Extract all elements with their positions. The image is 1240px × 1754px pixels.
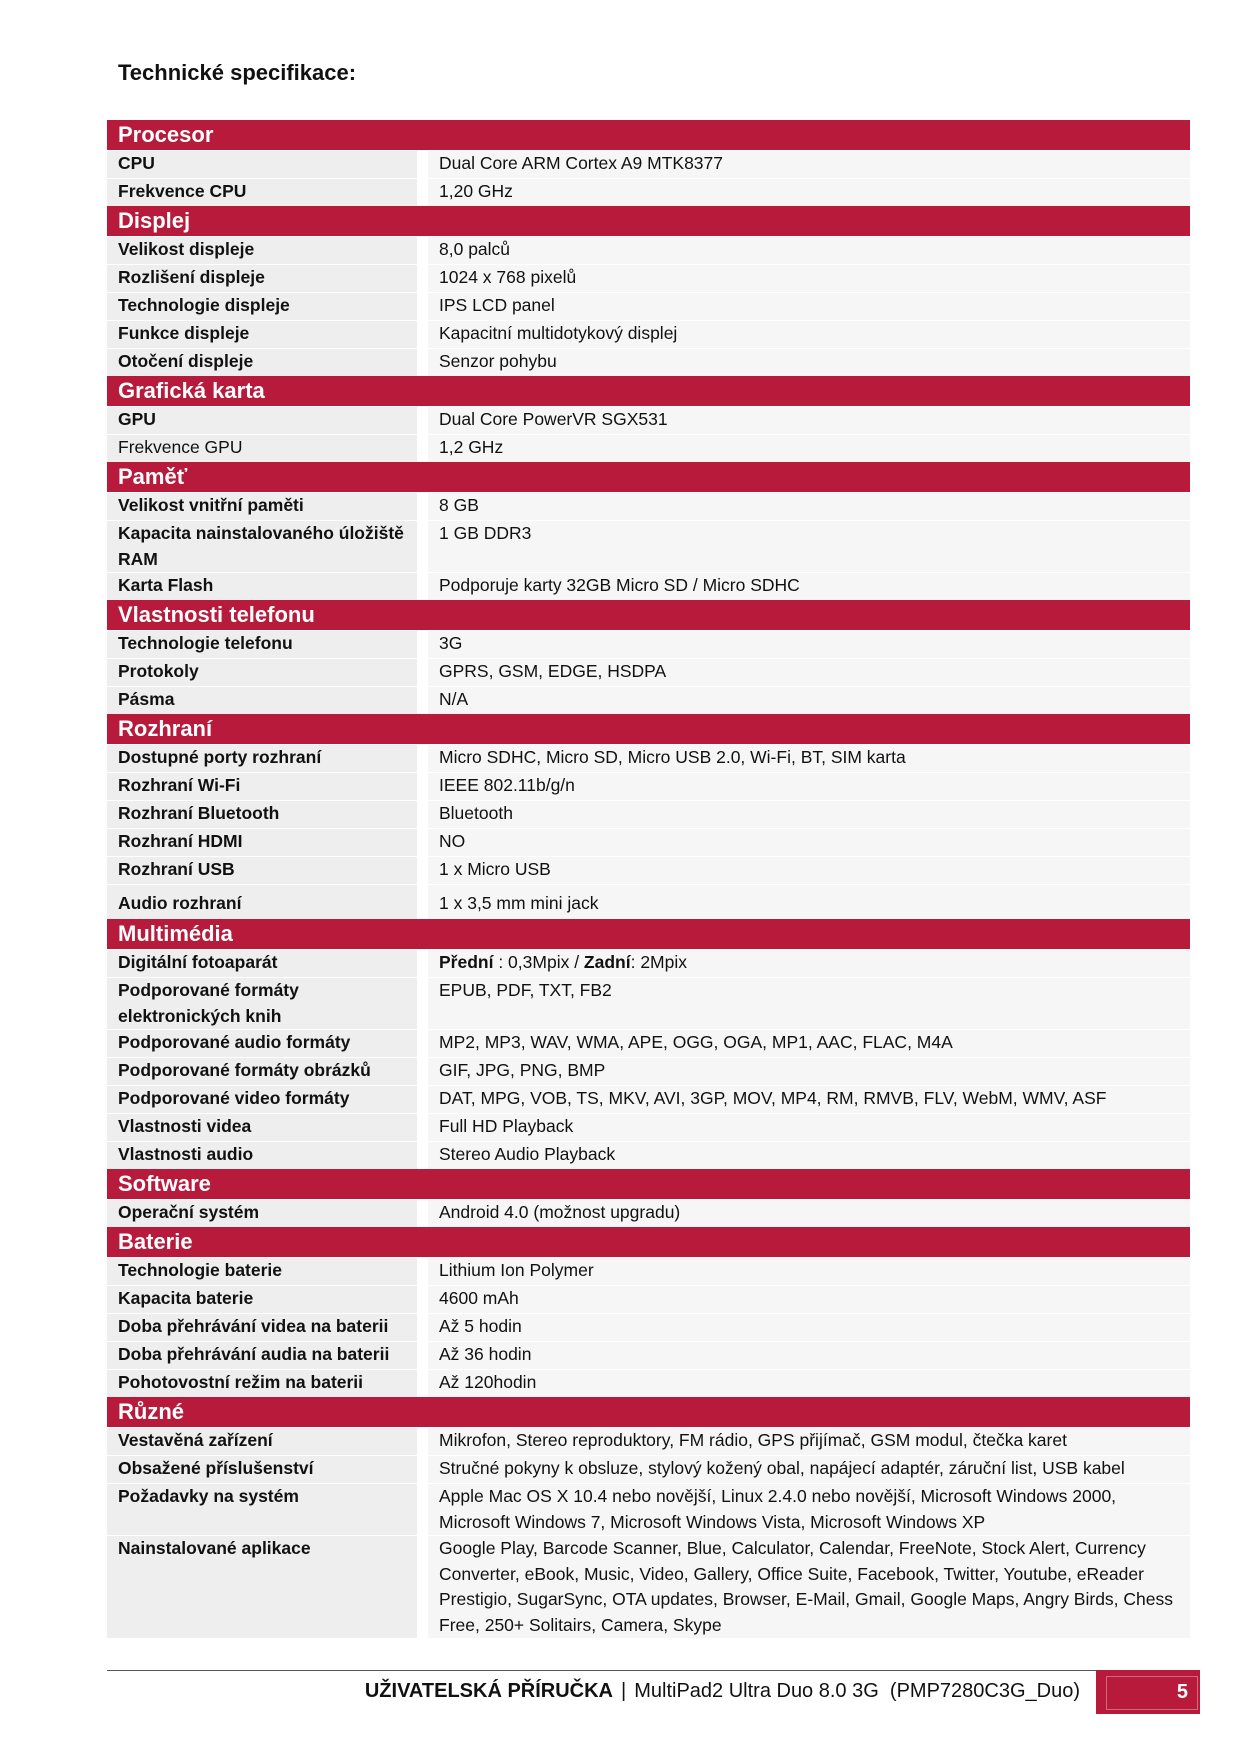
- spec-value: Kapacitní multidotykový displej: [428, 320, 1190, 348]
- spec-value: 1,20 GHz: [428, 178, 1190, 206]
- spec-label: Podporované audio formáty: [107, 1029, 417, 1057]
- spec-label: Vestavěná zařízení: [107, 1427, 417, 1455]
- spec-value: Až 5 hodin: [428, 1313, 1190, 1341]
- spec-value: 3G: [428, 630, 1190, 658]
- section-header-displej: Displej: [107, 206, 1190, 236]
- spec-label: Audio rozhraní: [107, 884, 417, 919]
- spec-value: Dual Core ARM Cortex A9 MTK8377: [428, 150, 1190, 178]
- page-number: 5: [1096, 1670, 1200, 1714]
- spec-label: Digitální fotoaparát: [107, 949, 417, 977]
- spec-row: [107, 178, 1190, 206]
- spec-label: Velikost vnitřní paměti: [107, 492, 417, 520]
- spec-value: DAT, MPG, VOB, TS, MKV, AVI, 3GP, MOV, MP4, RM, RMVB, FLV, WebM, WMV, ASF: [428, 1085, 1190, 1113]
- spec-label: Kapacita nainstalovaného úložiště RAM: [107, 520, 417, 572]
- spec-label: Rozlišení displeje: [107, 264, 417, 292]
- spec-row: [107, 572, 1190, 600]
- spec-value: 4600 mAh: [428, 1285, 1190, 1313]
- spec-row: [107, 348, 1190, 376]
- spec-row: [107, 772, 1190, 800]
- section-header-ruzne: Různé: [107, 1397, 1190, 1427]
- spec-row: [107, 1141, 1190, 1169]
- section-header-vlastnosti-telefonu: Vlastnosti telefonu: [107, 600, 1190, 630]
- spec-label: Otočení displeje: [107, 348, 417, 376]
- spec-row: [107, 1057, 1190, 1085]
- spec-row: [107, 1029, 1190, 1057]
- spec-row: [107, 1341, 1190, 1369]
- spec-value: Mikrofon, Stereo reproduktory, FM rádio, GPS přijímač, GSM modul, čtečka karet: [428, 1427, 1190, 1455]
- spec-value: Micro SDHC, Micro SD, Micro USB 2.0, Wi-Fi, BT, SIM karta: [428, 744, 1190, 772]
- spec-row: [107, 800, 1190, 828]
- spec-value: IPS LCD panel: [428, 292, 1190, 320]
- spec-value: IEEE 802.11b/g/n: [428, 772, 1190, 800]
- spec-label: Podporované formáty elektronických knih: [107, 977, 417, 1029]
- spec-label: Rozhraní USB: [107, 856, 417, 884]
- spec-value: EPUB, PDF, TXT, FB2: [428, 977, 1190, 1029]
- spec-row: [107, 434, 1190, 462]
- spec-row: [107, 1113, 1190, 1141]
- spec-row: [107, 1285, 1190, 1313]
- spec-value-part: Přední: [439, 952, 494, 972]
- spec-value: 1 x Micro USB: [428, 856, 1190, 884]
- footer: [365, 1680, 1080, 1703]
- spec-label: Kapacita baterie: [107, 1285, 417, 1313]
- spec-value: GPRS, GSM, EDGE, HSDPA: [428, 658, 1190, 686]
- spec-label: Rozhraní Bluetooth: [107, 800, 417, 828]
- spec-value: Full HD Playback: [428, 1113, 1190, 1141]
- spec-label: Obsažené příslušenství: [107, 1455, 417, 1483]
- spec-value: MP2, MP3, WAV, WMA, APE, OGG, OGA, MP1, AAC, FLAC, M4A: [428, 1029, 1190, 1057]
- spec-label: Podporované video formáty: [107, 1085, 417, 1113]
- spec-row: [107, 1455, 1190, 1483]
- spec-row: [107, 264, 1190, 292]
- spec-row: [107, 150, 1190, 178]
- section-header-baterie: Baterie: [107, 1227, 1190, 1257]
- spec-label: Nainstalované aplikace: [107, 1535, 417, 1638]
- spec-value: 1 x 3,5 mm mini jack: [428, 884, 1190, 919]
- spec-row: [107, 406, 1190, 434]
- footer-divider: [107, 1670, 1192, 1671]
- spec-row: [107, 292, 1190, 320]
- spec-label: Doba přehrávání videa na baterii: [107, 1313, 417, 1341]
- spec-label: Protokoly: [107, 658, 417, 686]
- spec-row: [107, 1483, 1190, 1535]
- spec-value: Bluetooth: [428, 800, 1190, 828]
- spec-label: Podporované formáty obrázků: [107, 1057, 417, 1085]
- spec-value: Až 36 hodin: [428, 1341, 1190, 1369]
- spec-value-part: Zadní: [583, 952, 631, 972]
- spec-value: Lithium Ion Polymer: [428, 1257, 1190, 1285]
- spec-label: Pásma: [107, 686, 417, 714]
- spec-row: [107, 884, 1190, 919]
- spec-row: [107, 1257, 1190, 1285]
- spec-label: Vlastnosti videa: [107, 1113, 417, 1141]
- spec-row: [107, 977, 1190, 1029]
- spec-value: 1 GB DDR3: [428, 520, 1190, 572]
- section-header-procesor: Procesor: [107, 120, 1190, 150]
- spec-label: Pohotovostní režim na baterii: [107, 1369, 417, 1397]
- spec-value: Apple Mac OS X 10.4 nebo novější, Linux 2.4.0 nebo novější, Microsoft Windows 2000, Microsoft Windows 7, Microsoft Windows Vista, Microsoft Windows XP: [428, 1483, 1190, 1535]
- spec-value: Stručné pokyny k obsluze, stylový kožený obal, napájecí adaptér, záruční list, USB kabel: [428, 1455, 1190, 1483]
- spec-value: 1024 x 768 pixelů: [428, 264, 1190, 292]
- spec-label: Technologie telefonu: [107, 630, 417, 658]
- spec-row: [107, 1313, 1190, 1341]
- spec-label: Rozhraní HDMI: [107, 828, 417, 856]
- spec-row: [107, 1369, 1190, 1397]
- spec-label: Technologie baterie: [107, 1257, 417, 1285]
- spec-row: [107, 492, 1190, 520]
- spec-label: Funkce displeje: [107, 320, 417, 348]
- spec-table: [107, 120, 1190, 1638]
- spec-row: [107, 1085, 1190, 1113]
- section-header-software: Software: [107, 1169, 1190, 1199]
- spec-row: [107, 856, 1190, 884]
- spec-label: Rozhraní Wi-Fi: [107, 772, 417, 800]
- spec-value: 8 GB: [428, 492, 1190, 520]
- section-header-multimedia: Multimédia: [107, 919, 1190, 949]
- spec-value: Stereo Audio Playback: [428, 1141, 1190, 1169]
- spec-label: CPU: [107, 150, 417, 178]
- spec-row: [107, 949, 1190, 977]
- spec-label: Požadavky na systém: [107, 1483, 417, 1535]
- spec-row: [107, 658, 1190, 686]
- spec-value: Podporuje karty 32GB Micro SD / Micro SDHC: [428, 572, 1190, 600]
- spec-value: Až 120hodin: [428, 1369, 1190, 1397]
- spec-label: Velikost displeje: [107, 236, 417, 264]
- spec-label: Karta Flash: [107, 572, 417, 600]
- page-title: Technické specifikace:: [118, 60, 357, 85]
- spec-value: Google Play, Barcode Scanner, Blue, Calculator, Calendar, FreeNote, Stock Alert, Currency Converter, eBook, Music, Video, Gallery, Office Suite, Facebook, Twitter, Youtube, eReader Prestigio, SugarSync, OTA updates, Browser, E-Mail, Gmail, Google Maps, Angry Birds, Chess Free, 250+ Solitairs, Camera, Skype: [428, 1535, 1190, 1638]
- spec-value-part: : 0,3Mpix /: [493, 952, 584, 972]
- spec-row: [107, 744, 1190, 772]
- spec-row: [107, 520, 1190, 572]
- section-header-rozhrani: Rozhraní: [107, 714, 1190, 744]
- spec-row: [107, 1199, 1190, 1227]
- footer-separator: |: [621, 1680, 627, 1702]
- spec-label: GPU: [107, 406, 417, 434]
- spec-row: [107, 236, 1190, 264]
- spec-row: [107, 320, 1190, 348]
- footer-brand: UŽIVATELSKÁ PŘÍRUČKA: [364, 1680, 614, 1702]
- spec-label: Frekvence CPU: [107, 178, 417, 206]
- section-header-pamet: Paměť: [107, 462, 1190, 492]
- spec-value: 8,0 palců: [428, 236, 1190, 264]
- spec-value: Android 4.0 (možnost upgradu): [428, 1199, 1190, 1227]
- spec-label: Dostupné porty rozhraní: [107, 744, 417, 772]
- spec-label: Frekvence GPU: [107, 434, 417, 462]
- spec-row: [107, 1535, 1190, 1638]
- footer-model: (PMP7280C3G_Duo): [889, 1680, 1080, 1702]
- section-header-graficka-karta: Grafická karta: [107, 376, 1190, 406]
- spec-label: Technologie displeje: [107, 292, 417, 320]
- footer-product: MultiPad2 Ultra Duo 8.0 3G: [634, 1680, 879, 1702]
- spec-value: [428, 949, 1190, 977]
- spec-value-part: : 2Mpix: [630, 952, 687, 972]
- spec-value: Senzor pohybu: [428, 348, 1190, 376]
- spec-value: N/A: [428, 686, 1190, 714]
- spec-row: [107, 686, 1190, 714]
- spec-row: [107, 1427, 1190, 1455]
- spec-value: 1,2 GHz: [428, 434, 1190, 462]
- spec-label: Operační systém: [107, 1199, 417, 1227]
- spec-label: Vlastnosti audio: [107, 1141, 417, 1169]
- spec-value: GIF, JPG, PNG, BMP: [428, 1057, 1190, 1085]
- spec-row: [107, 630, 1190, 658]
- spec-value: NO: [428, 828, 1190, 856]
- spec-value: Dual Core PowerVR SGX531: [428, 406, 1190, 434]
- spec-label: Doba přehrávání audia na baterii: [107, 1341, 417, 1369]
- spec-row: [107, 828, 1190, 856]
